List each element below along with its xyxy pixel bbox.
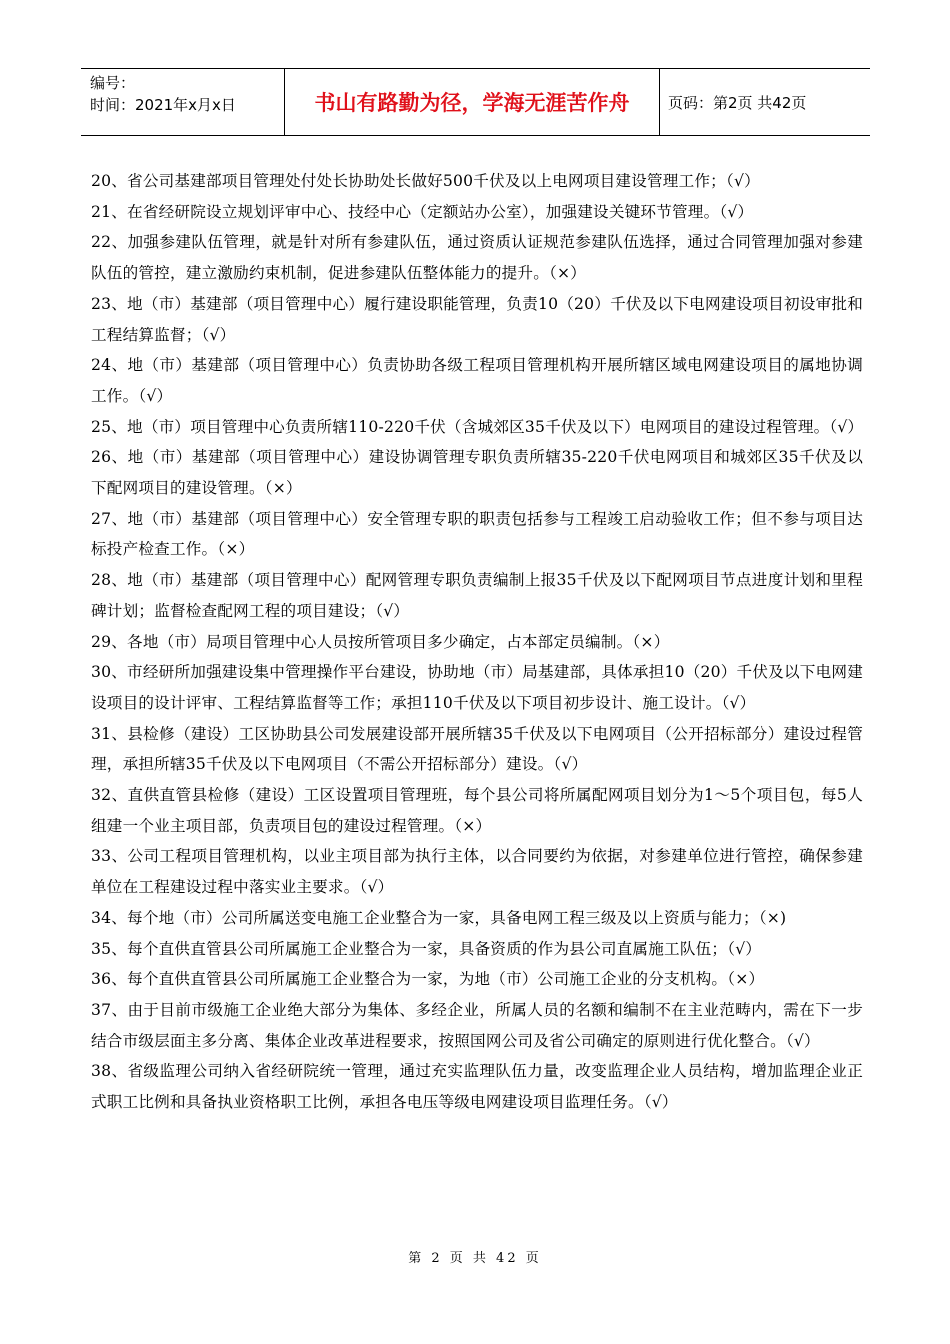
list-item: 25、地（市）项目管理中心负责所辖110-220千伏（含城郊区35千伏及以下）电网项目的建设过程管理。（√）: [91, 417, 864, 436]
list-item: 32、直供直管县检修（建设）工区设置项目管理班，每个县公司将所属配网项目划分为1～5个项目包，每5人组建一个业主项目部，负责项目包的建设过程管理。（×）: [91, 786, 863, 835]
header-page-info: 页码：第2页 共42页: [668, 93, 807, 112]
document-number-label: 编号：: [90, 74, 136, 92]
list-item: 34、每个地（市）公司所属送变电施工企业整合为一家，具备电网工程三级及以上资质与能力；（×): [91, 908, 787, 927]
list-item: 30、市经研所加强建设集中管理操作平台建设，协助地（市）局基建部，具体承担10（20）千伏及以下电网建设项目的设计评审、工程结算监督等工作；承担110千伏及以下项目初步设计、施工设计。（√）: [91, 663, 863, 712]
list-item: 38、省级监理公司纳入省经研院统一管理，通过充实监理队伍力量，改变监理企业人员结构，增加监理企业正式职工比例和具备执业资格职工比例，承担各电压等级电网建设项目监理任务。（√）: [91, 1062, 863, 1112]
list-item: 35、每个直供直管县公司所属施工企业整合为一家，具备资质的作为县公司直属施工队伍；（√）: [91, 939, 762, 958]
list-item: 37、由于目前市级施工企业绝大部分为集体、多经企业，所属人员的名额和编制不在主业范畴内，需在下一步结合市级层面主多分离、集体企业改革进程要求，按照国网公司及省公司确定的原则进行优化整合。（√）: [91, 1000, 863, 1050]
list-item: 23、地（市）基建部（项目管理中心）履行建设职能管理，负责10（20）千伏及以下电网建设项目初设审批和工程结算监督；（√）: [91, 294, 863, 344]
list-item: 24、地（市）基建部（项目管理中心）负责协助各级工程项目管理机构开展所辖区域电网建设项目的属地协调工作。（√）: [91, 356, 863, 405]
list-item: 26、地（市）基建部（项目管理中心）建设协调管理专职负责所辖35-220千伏电网项目和城郊区35千伏及以下配网项目的建设管理。（×）: [91, 448, 863, 498]
list-item: 20、省公司基建部项目管理处付处长协助处长做好500千伏及以上电网项目建设管理工作；（√）: [91, 172, 760, 190]
document-body: [91, 166, 863, 1118]
list-item: 22、加强参建队伍管理，就是针对所有参建队伍，通过资质认证规范参建队伍选择，通过合同管理加强对参建队伍的管控，建立激励约束机制，促进参建队伍整体能力的提升。（×）: [91, 233, 863, 283]
list-item: 28、地（市）基建部（项目管理中心）配网管理专职负责编制上报35千伏及以下配网项目节点进度计划和里程碑计划；监督检查配网工程的项目建设；（√）: [91, 571, 863, 620]
header-meta: [81, 69, 284, 135]
page-header: [81, 68, 870, 136]
header-motto: 书山有路勤为径，学海无涯苦作舟: [284, 69, 660, 135]
list-item: 21、在省经研院设立规划评审中心、技经中心（定额站办公室），加强建设关键环节管理。（√）: [91, 202, 754, 221]
list-item: 27、地（市）基建部（项目管理中心）安全管理专职的职责包括参与工程竣工启动验收工作；但不参与项目达标投产检查工作。（×）: [91, 509, 863, 559]
page-footer: 第 2 页 共 42 页: [408, 1251, 542, 1266]
list-item: 36、每个直供直管县公司所属施工企业整合为一家，为地（市）公司施工企业的分支机构。（×）: [91, 970, 765, 989]
list-item: 29、各地（市）局项目管理中心人员按所管项目多少确定，占本部定员编制。（×）: [91, 632, 670, 651]
document-date: 时间：2021年x月x日: [90, 96, 236, 114]
list-item: 33、公司工程项目管理机构，以业主项目部为执行主体，以合同要约为依据，对参建单位进行管控，确保参建单位在工程建设过程中落实业主要求。（√）: [91, 847, 863, 897]
list-item: 31、县检修（建设）工区协助县公司发展建设部开展所辖35千伏及以下电网项目（公开招标部分）建设过程管理，承担所辖35千伏及以下电网项目（不需公开招标部分）建设。（√）: [91, 724, 863, 774]
